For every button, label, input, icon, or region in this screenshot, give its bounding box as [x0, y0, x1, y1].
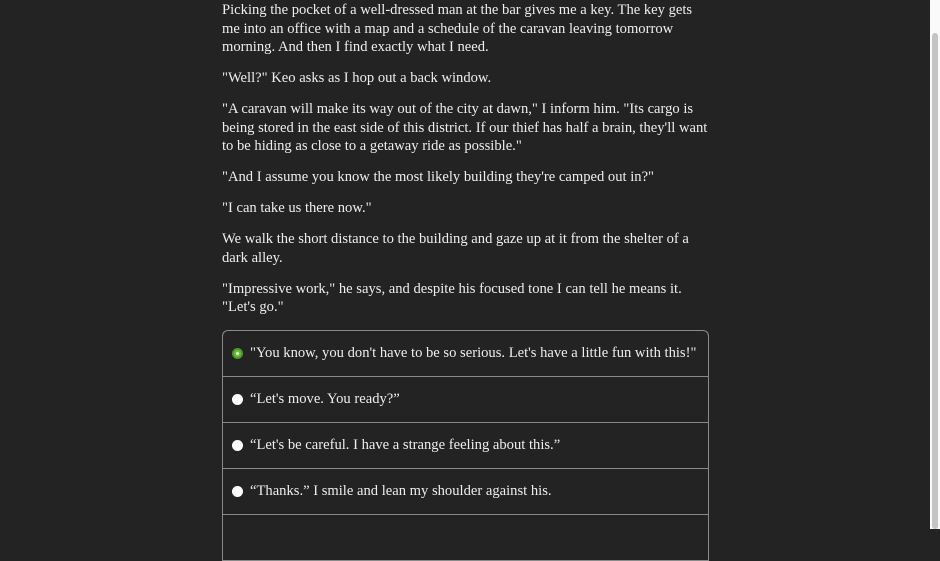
story-paragraph: "Well?" Keo asks as I hop out a back window. [222, 70, 492, 87]
story-paragraph: We walk the short distance to the building and gaze up at it from the shelter of a dark alley. [222, 231, 689, 266]
choice-label: “Thanks.” I smile and lean my shoulder against his. [250, 483, 552, 499]
story-paragraph: "Impressive work," he says, and despite his focused tone I can tell he means it. "Let's go." [222, 280, 682, 316]
story-paragraph: Picking the pocket of a well-dressed man at the bar gives me a key. The key gets me into an office with a map and a schedule of the caravan leaving tomorrow morning. And then I find exactly what I need. [222, 2, 693, 56]
scrollbar[interactable] [930, 0, 940, 529]
radio-selected-icon[interactable] [232, 348, 243, 359]
choice-list [222, 330, 709, 561]
choice-label: "You know, you don't have to be so serious. Let's have a little fun with this!" [250, 345, 697, 361]
radio-icon[interactable] [232, 394, 243, 405]
story-paragraph: "I can take us there now." [222, 200, 372, 217]
radio-icon[interactable] [232, 486, 243, 497]
choice-option-5-partial[interactable] [223, 515, 708, 561]
story-paragraph: "A caravan will make its way out of the city at dawn," I inform him. "Its cargo is being stored in the east side of this district. If our thief has half a brain, they'll want to be hiding as close to a getaway ride as possible." [222, 101, 708, 155]
story-paragraph: "And I assume you know the most likely building they're camped out in?" [222, 169, 655, 186]
radio-icon[interactable] [232, 440, 243, 451]
scrollbar-thumb[interactable] [932, 33, 938, 529]
choice-option-1[interactable] [223, 331, 708, 377]
choice-option-3[interactable] [223, 423, 708, 469]
choice-option-4[interactable] [223, 469, 708, 515]
choice-label: “Let's be careful. I have a strange feeling about this.” [250, 437, 561, 453]
choice-label: “Let's move. You ready?” [250, 391, 400, 407]
story-text [222, 1, 712, 329]
choice-option-2[interactable] [223, 377, 708, 423]
